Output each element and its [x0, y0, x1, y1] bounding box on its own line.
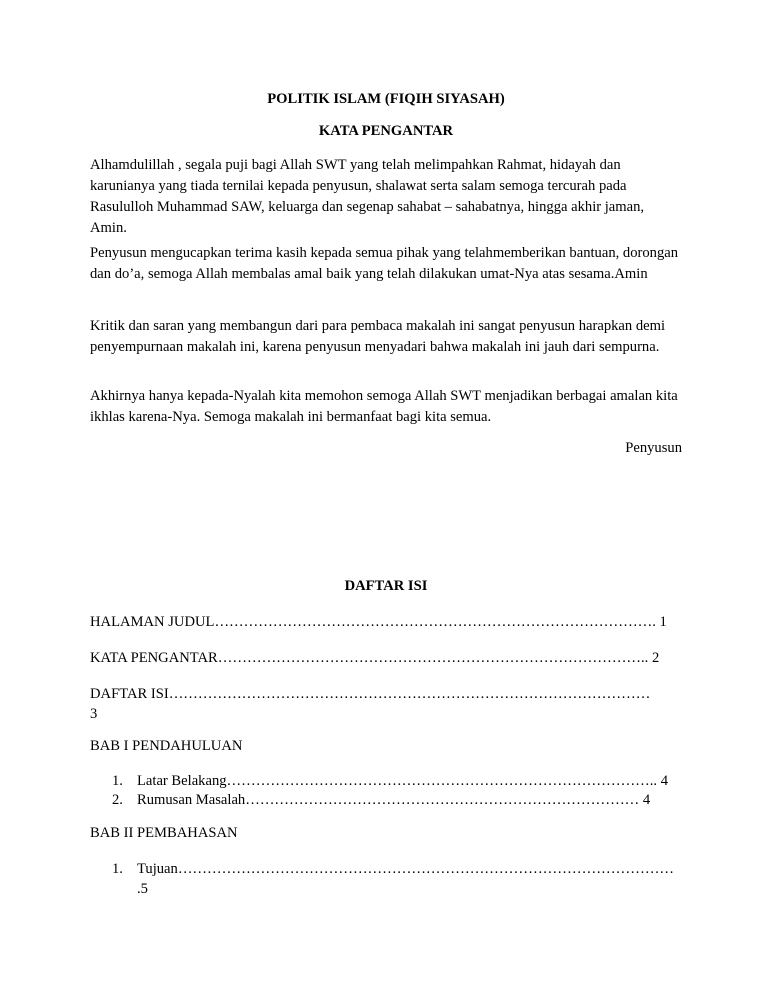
preface-heading: KATA PENGANTAR — [318, 123, 454, 139]
preface-paragraph-4: Akhirnya hanya kepada-Nyalah kita memohon semoga Allah SWT menjadikan berbagai amalan kita ikhlas karena-Nya. Semoga makalah ini bermanfaat bagi kita semua. — [90, 388, 678, 425]
toc-chapter-1: BAB I PENDAHULUAN — [90, 738, 243, 754]
toc-item-text: Latar Belakang…………………………………………………………………………….. 4 — [137, 773, 669, 789]
toc-entry-halaman-judul: HALAMAN JUDUL………………………………………………………………………………. 1 — [90, 614, 667, 630]
preface-paragraph-3: Kritik dan saran yang membangun dari para pembaca makalah ini sangat penyusun harapkan demi penyempurnaan makalah ini, karena penyusun menyadari bahwa makalah ini jauh dari sempurna. — [90, 318, 666, 355]
toc-item-tujuan — [112, 859, 682, 899]
toc-entry-daftar-isi — [90, 684, 682, 724]
toc-item-page: .5 — [137, 881, 148, 897]
toc-item-text: Tujuan………………………………………………………………………………………… — [137, 861, 675, 877]
toc-item-number: 2. — [112, 792, 123, 808]
preface-paragraph-2: Penyusun mengucapkan terima kasih kepada semua pihak yang telahmemberikan bantuan, dorongan dan do’a, semoga Allah membalas amal baik yang telah dilakukan umat-Nya atas sesama.Amin — [90, 245, 679, 282]
toc-entry-daftar-isi-text: DAFTAR ISI……………………………………………………………………………………… — [90, 686, 651, 702]
toc-item-number: 1. — [112, 773, 123, 789]
toc-item-rumusan-masalah — [112, 790, 682, 810]
toc-chapter-2: BAB II PEMBAHASAN — [90, 825, 238, 841]
toc-entry-daftar-isi-page: 3 — [90, 706, 98, 722]
toc-item-text: Rumusan Masalah……………………………………………………………………… 4 — [137, 792, 651, 808]
toc-heading: DAFTAR ISI — [344, 578, 428, 594]
document-title: POLITIK ISLAM (FIQIH SIYASAH) — [267, 91, 505, 107]
preface-paragraph-1: Alhamdulillah , segala puji bagi Allah SWT yang telah melimpahkan Rahmat, hidayah dan karunianya yang tiada ternilai kepada penyusun, shalawat serta salam semoga tercurah pada Rasululloh Muhammad SAW, keluarga dan segenap sahabat – sahabatnya, hingga akhir jaman, Amin. — [90, 157, 645, 236]
toc-item-number: 1. — [112, 861, 123, 877]
toc-item-latar-belakang — [112, 771, 682, 791]
signature: Penyusun — [625, 440, 682, 456]
toc-entry-kata-pengantar: KATA PENGANTAR…………………………………………………………………………….. 2 — [90, 650, 660, 666]
